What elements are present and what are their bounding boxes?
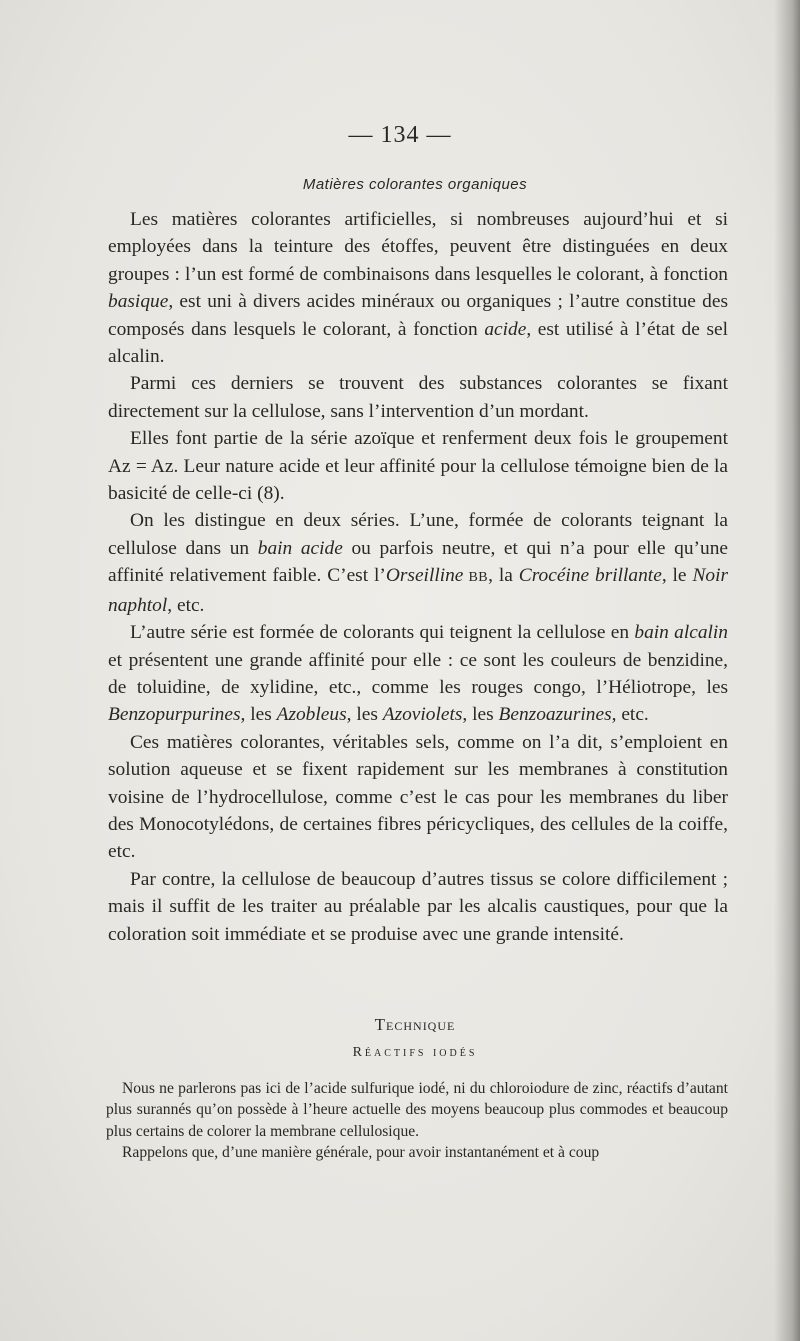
small-paragraph-2: Rappelons que, d’une manière générale, pour avoir instantanément et à coup [122,1144,600,1162]
text-run: , est utilisé à l’état de sel alcalin. [108,318,728,368]
paragraph-6: Ces matières colorantes, véritables sels, comme on l’a dit, s’emploient en solution aqueuse et se fixent rapidement sur les membranes à constitution voisine de l’hydrocellulose, comme c’est le cas pour les membranes du liber des Monocotylédons, de certaines fibres péricycliques, des cellules de la coiffe, etc. [108,731,728,863]
text-run: , etc. [611,704,649,726]
subsection-heading: Réactifs iodés [352,1045,478,1060]
text-run: , les [462,704,499,726]
text-run: ou parfois neutre, et qui n’a pour elle qu’une affinité relativement faible. C’est l’ [108,537,728,587]
text-run: , les [240,704,277,726]
italic-term: Orseilline [385,565,464,587]
italic-term: Crocéine brillante [518,565,662,587]
text-run: , les [346,704,383,726]
text-run: , la [488,565,519,587]
text-run: , est uni à divers acides minéraux ou organiques ; l’autre constitue des composés dans lesquels le colorant, à fonction [108,291,728,340]
italic-term: Benzopurpurines [108,704,241,726]
text-run: , le [661,565,693,587]
text-run: , etc. [167,594,205,616]
text-run: On les distingue en deux séries. L’une, formée de colorants teignant la cellulose dans un [108,510,728,559]
smallcaps-term: BB [463,570,489,586]
italic-term: Noir naphtol [108,565,728,616]
text-run: L’autre série est formée de colorants qui teignent la cellulose en [130,622,635,644]
main-text [108,206,728,948]
paragraph-4 [108,507,728,619]
paragraph-3: Elles font partie de la série azoïque et renferment deux fois le groupement Az = Az. Leur nature acide et leur affinité pour la cellulose témoigne bien de la basicité de celle-ci (8). [108,428,728,505]
italic-term: Benzoazurines [498,704,612,726]
page-edge-shadow [774,0,800,1341]
text-run: et présentent une grande affinité pour elle : ce sont les couleurs de benzidine, de toluidine, de xylidine, etc., comme les rouges congo, l’Héliotrope, les [108,649,728,698]
text-run: Les matières colorantes artificielles, si nombreuses aujourd’hui et si employées dans la teinture des étoffes, peuvent être distinguées en deux groupes : l’un est formé de combinaisons dans lesquelles le colorant, à fonction [108,209,728,285]
page-number: — 134 — [348,122,452,148]
italic-term: Azoviolets [382,704,463,726]
paragraph-7: Par contre, la cellulose de beaucoup d’autres tissus se colore difficilement ; mais il suffit de les traiter au préalable par les alcalis caustiques, pour que la coloration soit immédiate et se produise avec une grande intensité. [108,868,728,945]
italic-term: bain alcalin [634,622,728,644]
italic-term: basique [108,291,169,313]
italic-term: acide [484,318,527,340]
italic-term: bain acide [257,537,343,559]
small-print-text [106,1078,728,1164]
paragraph-2: Parmi ces derniers se trouvent des substances colorantes se fixant directement sur la cellulose, sans l’intervention d’un mordant. [108,373,728,422]
running-title: Matières colorantes organiques [302,176,528,193]
paragraph-5 [108,619,728,729]
small-paragraph-1: Nous ne parlerons pas ici de l’acide sulfurique iodé, ni du chloroiodure de zinc, réactifs d’autant plus surannés qu’on possède à l’heure actuelle des moyens beaucoup plus commodes et beaucoup plus certains de colorer la membrane cellulosique. [106,1080,728,1140]
italic-term: Azobleus [276,704,347,726]
section-heading: Technique [374,1015,456,1034]
paragraph-1 [108,206,728,370]
